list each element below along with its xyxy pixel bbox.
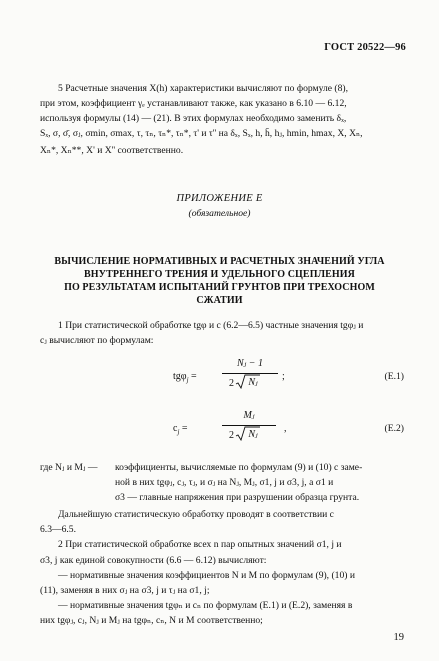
para2-line3: — нормативные значения коэффициентов N и M по формулам (9), (10) и — [58, 570, 355, 581]
eq1-denominator-root: Nⱼ — [248, 377, 258, 388]
para2-line6: них tgφⱼ, cⱼ, Nⱼ и Mⱼ на tgφₙ, cₙ, N и M соответственно; — [40, 615, 263, 626]
para5-line5: Xₙ*, Xₙ**, X' и X'' соответственно. — [40, 145, 184, 156]
para2-line2: σ3, j как единой совокупности (6.6 — 6.12) вычисляют: — [40, 555, 267, 566]
eq2-denominator-two: 2 — [229, 430, 234, 441]
standard-code-header: ГОСТ 20522—96 — [324, 42, 406, 53]
para-next-line1: Дальнейшую статистическую обработку проводят в соответствии с — [58, 509, 334, 520]
eq2-numerator: Mⱼ — [243, 410, 255, 421]
eq2-tail: , — [284, 423, 287, 434]
para5-line1: 5 Расчетные значения X(h) характеристики вычисляют по формуле (8), — [58, 83, 349, 94]
para2-line4: (11), заменяя в них σⱼ на σ3, j и τⱼ на σ1, j; — [40, 585, 210, 596]
para2-line5: — нормативные значения tgφₙ и cₙ по формулам (Е.1) и (Е.2), заменяя в — [58, 600, 353, 611]
eq1-tail: ; — [282, 371, 285, 382]
para5-line2: при этом, коэффициент γₑ устанавливают также, как указано в 6.10 — 6.12, — [40, 98, 347, 109]
eq2-lhs: $c_j$ = — [173, 423, 188, 436]
heading-line4: СЖАТИИ — [196, 295, 243, 306]
eq1-denominator-two: 2 — [229, 378, 234, 389]
appendix-status: (обязательное) — [188, 208, 251, 219]
section-heading — [0, 255, 439, 307]
eq2-label: (Е.2) — [384, 423, 404, 434]
para5-line3: используя формулы (14) — (21). В этих формулах необходимо заменить δₓ, — [40, 113, 347, 124]
heading-line1: ВЫЧИСЛЕНИЕ НОРМАТИВНЫХ И РАСЧЕТНЫХ ЗНАЧЕНИЙ УГЛА — [54, 256, 385, 267]
defs-line1: коэффициенты, вычисляемые по формулам (9) и (10) с заме- — [115, 462, 363, 473]
eq1-numerator: Nⱼ − 1 — [236, 358, 264, 369]
heading-line3: ПО РЕЗУЛЬТАТАМ ИСПЫТАНИЙ ГРУНТОВ ПРИ ТРЕХОСНОМ — [64, 282, 375, 293]
para5-line4: Sₓ, σ, σ̄, σⱼ, σmin, σmax, τ, τₙ, τₙ*, τₙ*, τ' и τ'' на δₓ, Sₓ, h, h̄, hⱼ, hmin, hmax, X, Xₙ, — [40, 128, 363, 139]
para1-line2: cⱼ вычисляют по формулам: — [40, 335, 154, 346]
appendix-title: ПРИЛОЖЕНИЕ Е — [176, 193, 263, 204]
eq2-denominator-root: Nⱼ — [248, 429, 258, 440]
eq1-lhs: tgφ$_j$ = — [173, 371, 197, 384]
para1-line1: 1 При статистической обработке tgφ и c (6.2—6.5) частные значения tgφⱼ и — [58, 320, 364, 331]
para-next-line2: 6.3—6.5. — [40, 524, 76, 535]
eq1-label: (Е.1) — [384, 371, 404, 382]
defs-line3: σ3 — главные напряжения при разрушении образца грунта. — [115, 492, 360, 503]
defs-where: где Nⱼ и Mⱼ — — [40, 462, 98, 473]
para2-line1: 2 При статистической обработке всех n пар опытных значений σ1, j и — [58, 539, 342, 550]
heading-line2: ВНУТРЕННЕГО ТРЕНИЯ И УДЕЛЬНОГО СЦЕПЛЕНИЯ — [84, 269, 355, 280]
defs-line2: ной в них tgφⱼ, cⱼ, τⱼ, и σⱼ на Nⱼ, Mⱼ, σ1, j и σ3, j, а σ1 и — [115, 477, 334, 488]
page-number: 19 — [393, 632, 404, 643]
